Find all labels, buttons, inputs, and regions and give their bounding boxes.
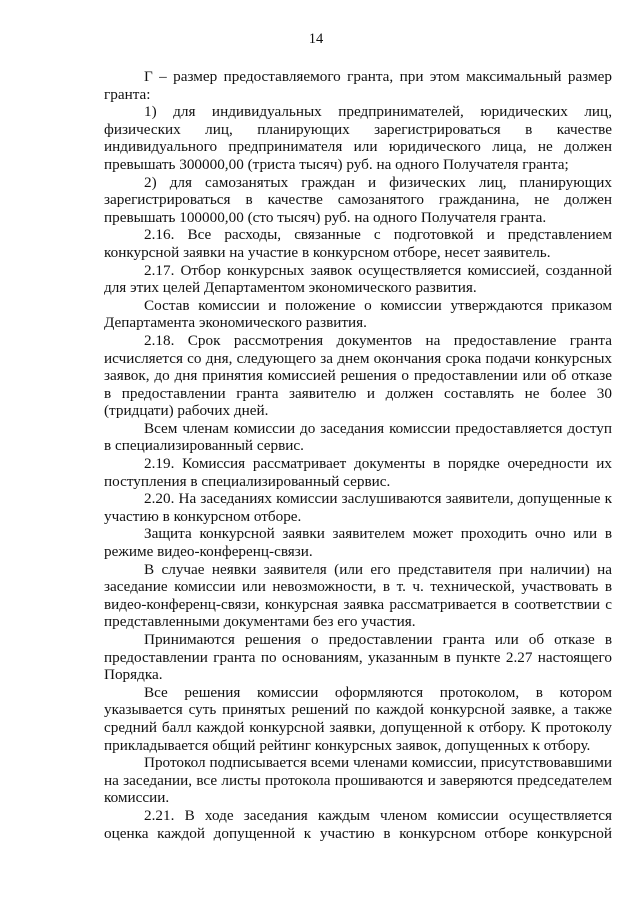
paragraph-2-17: 2.17. Отбор конкурсных заявок осуществляется комиссией, созданной для этих целей Департаментом экономического развития.	[104, 261, 612, 297]
paragraph-commission-composition: Состав комиссии и положение о комиссии утверждаются приказом Департамента экономического развития.	[104, 296, 612, 332]
page-number: 14	[308, 31, 324, 47]
paragraph-defense: Защита конкурсной заявки заявителем может проходить очно или в режиме видео-конференц-связи.	[104, 525, 612, 561]
paragraph-protocol-signing: Протокол подписывается всеми членами комиссии, присутствовавшими на заседании, все листы протокола прошиваются и заверяются председателем комиссии.	[104, 754, 612, 807]
paragraph-absence: В случае неявки заявителя (или его представителя при наличии) на заседание комиссии или невозможности, в т. ч. технической, участвовать в видео-конференц-связи, конкурсная заявка рассматривается в соответствии с представленными документами без его участия.	[104, 560, 612, 631]
paragraph-item-2: 2) для самозанятых граждан и физических лиц, планирующих зарегистрироваться в качестве самозанятого гражданина, не должен превышать 100000,00 (сто тысяч) руб. на одного Получателя гранта.	[104, 173, 612, 226]
paragraph-service-access: Всем членам комиссии до заседания комиссии предоставляется доступ в специализированный сервис.	[104, 419, 612, 455]
paragraph-2-20: 2.20. На заседаниях комиссии заслушиваются заявители, допущенные к участию в конкурсном отборе.	[104, 490, 612, 525]
paragraph-grant-size: Г – размер предоставляемого гранта, при этом максимальный размер гранта:	[104, 68, 612, 103]
paragraph-decisions: Принимаются решения о предоставлении гранта или об отказе в предоставлении гранта по основаниям, указанным в пункте 2.27 настоящего Порядка.	[104, 631, 612, 684]
paragraph-2-18: 2.18. Срок рассмотрения документов на предоставление гранта исчисляется со дня, следующего за днем окончания срока подачи конкурсных заявок, до дня принятия комиссией решения о предоставлении или об отказе в предоставлении гранта заявителю и должен составлять не более 30 (тридцати) рабочих дней.	[104, 331, 612, 420]
paragraph-2-16: 2.16. Все расходы, связанные с подготовкой и представлением конкурсной заявки на участие в конкурсном отборе, несет заявитель.	[104, 226, 612, 261]
paragraph-protocol: Все решения комиссии оформляются протоколом, в котором указывается суть принятых решений по каждой конкурсной заявке, а также средний балл каждой конкурсной заявки, допущенной к отбору. К протоколу прикладывается общий рейтинг конкурсных заявок, допущенных к отбору.	[104, 683, 612, 754]
paragraph-2-19: 2.19. Комиссия рассматривает документы в порядке очередности их поступления в специализированный сервис.	[104, 455, 612, 490]
paragraph-2-21: 2.21. В ходе заседания каждым членом комиссии осуществляется оценка каждой допущенной к участию в конкурсном отборе конкурсной	[104, 806, 612, 842]
paragraph-item-1: 1) для индивидуальных предпринимателей, юридических лиц, физических лиц, планирующих зарегистрироваться в качестве индивидуального предпринимателя или юридического лица, не должен превышать 300000,00 (триста тысяч) руб. на одного Получателя гранта;	[104, 103, 612, 173]
document-body	[104, 68, 612, 842]
